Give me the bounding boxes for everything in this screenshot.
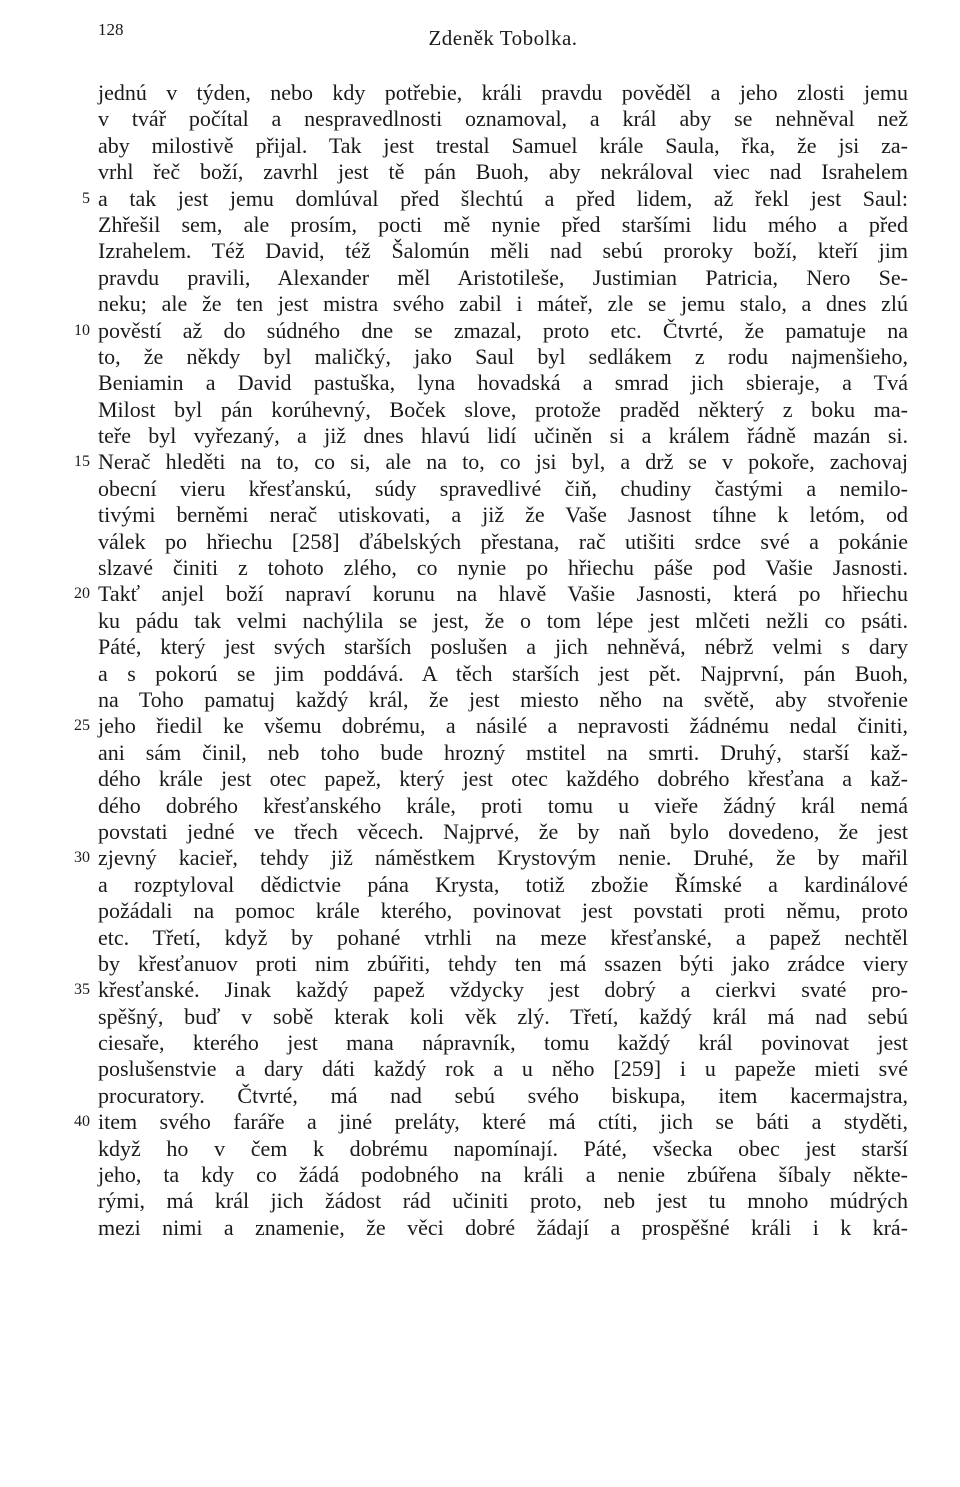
text-line: [98, 819, 908, 845]
line-text: procuratory. Čtvrté, má nad sebú svého biskupa, item kacermajstra,: [98, 1082, 908, 1108]
line-text: pověstí až do súdného dne se zmazal, proto etc. Čtvrté, že pamatuje na: [98, 317, 908, 343]
text-line: [98, 925, 908, 951]
text-line: [98, 397, 908, 423]
line-text: dého dobrého křesťanského krále, proti tomu u vieře žádný král nemá: [98, 792, 908, 818]
line-text: ciesaře, kterého jest mana nápravník, tomu každý král povinovat jest: [98, 1030, 908, 1056]
line-number: 10: [74, 321, 90, 339]
text-line: [98, 1030, 908, 1056]
text-line: [74, 713, 908, 739]
text-line: [98, 1083, 908, 1109]
line-text: slzavé činiti z tohoto zlého, co nynie po hřiechu páše pod Vašie Jasnosti.: [98, 555, 908, 581]
line-text: zjevný kacieř, tehdy již náměstkem Krystovým nenie. Druhé, že by mařil: [98, 845, 908, 871]
text-line: [98, 502, 908, 528]
text-line: [98, 423, 908, 449]
text-line: [74, 977, 908, 1003]
text-line: [98, 238, 908, 264]
text-line: [98, 212, 908, 238]
line-text: Beniamin a David pastuška, lyna hovadská a smrad jich sbieraje, a Tvá: [98, 370, 908, 396]
line-text: vrhl řeč boží, zavrhl jest tě pán Buoh, aby nekráloval viec nad Israhelem: [98, 159, 908, 185]
line-number: 5: [82, 189, 90, 207]
line-text: v tvář počítal a nespravedlnosti oznamoval, a král aby se nehněval než: [98, 106, 908, 132]
line-number: 20: [74, 585, 90, 603]
line-text: tivými berněmi nerač utiskovati, a již že Vaše Jasnost tíhne k letóm, od: [98, 502, 908, 528]
line-text: válek po hřiechu [258] ďábelských přestana, rač utišiti srdce své a pokánie: [98, 528, 908, 554]
text-line: [74, 845, 908, 871]
page-header: [98, 20, 908, 60]
text-line: [98, 898, 908, 924]
line-text: ku pádu tak velmi nachýlila se jest, že o tom lépe jest mlčeti nežli co psáti.: [98, 607, 908, 633]
text-line: [74, 581, 908, 607]
page-body-text: [74, 80, 908, 1241]
text-line: [98, 1056, 908, 1082]
text-line: [74, 317, 908, 344]
line-text: dého krále jest otec papež, který jest otec každého dobrého křesťana a kaž-: [98, 766, 908, 792]
line-text: teře byl vyřezaný, a již dnes hlavú lidí učiněn si a králem řádně mazán si.: [98, 423, 908, 449]
line-number: 25: [74, 717, 90, 735]
line-text: požádali na pomoc krále kterého, povinovat jest povstati proti němu, proto: [98, 898, 908, 924]
text-line: [98, 370, 908, 396]
text-line: [98, 344, 908, 370]
text-line: [98, 872, 908, 898]
line-text: Zhřešil sem, ale prosím, pocti mě nynie před staršími lidu mého a před: [98, 211, 908, 237]
line-number: 35: [74, 981, 90, 999]
line-text: a s pokorú se jim poddává. A těch starších jest pět. Najprvní, pán Buoh,: [98, 660, 908, 686]
text-line: [98, 740, 908, 766]
line-text: etc. Třetí, když by pohané vtrhli na meze křesťanské, a papež nechtěl: [98, 924, 908, 950]
running-head: Zdeněk Tobolka.: [428, 26, 578, 50]
line-text: poslušenstvie a dary dáti každý rok a u něho [259] i u papeže mieti své: [98, 1056, 908, 1082]
text-line: [98, 1004, 908, 1030]
text-line: [98, 608, 908, 634]
text-line: [98, 634, 908, 660]
line-text: rými, má král jich žádost rád učiniti proto, neb jest tu mnoho múdrých: [98, 1188, 908, 1214]
text-line: [98, 1215, 908, 1241]
line-text: Milost byl pán korúhevný, Boček slove, protože praděd některý z boku ma-: [98, 396, 908, 422]
text-line: [98, 133, 908, 159]
text-line: [98, 1188, 908, 1214]
text-line: [98, 793, 908, 819]
line-text: mezi nimi a znamenie, že věci dobré žádají a prospěšné králi i k krá-: [98, 1214, 908, 1240]
line-text: Páté, který jest svých starších poslušen a jich nehněvá, nébrž velmi s dary: [98, 634, 908, 660]
line-text: jeho řiedil ke všemu dobrému, a násilé a nepravosti žádnému nedal činiti,: [98, 713, 908, 739]
line-text: křesťanské. Jinak každý papež vždycky jest dobrý a cierkvi svaté pro-: [98, 977, 908, 1003]
text-line: [82, 185, 908, 212]
line-text: obecní vieru křesťanskú, súdy spravedlivé čiň, chudiny častými a nemilo-: [98, 475, 908, 501]
line-text: a rozptyloval dědictvie pána Krysta, totiž zbožie Římské a kardinálové: [98, 871, 908, 897]
line-text: neku; ale že ten jest mistra svého zabil i máteř, zle se jemu stalo, a dnes zlú: [98, 291, 908, 317]
text-line: [98, 476, 908, 502]
line-text: spěšný, buď v sobě kterak koli věk zlý. Třetí, každý král má nad sebú: [98, 1003, 908, 1029]
line-text: jeho, ta kdy co žádá podobného na králi a nenie zbúřena šíbaly někte-: [98, 1162, 908, 1188]
text-line: [98, 159, 908, 185]
text-line: [98, 80, 908, 106]
line-text: na Toho pamatuj každý král, že jest miesto něho na světě, aby stvořenie: [98, 686, 908, 712]
line-number: 15: [74, 453, 90, 471]
line-text: pravdu pravili, Alexander měl Aristotileše, Justimian Patricia, Nero Se-: [98, 264, 908, 290]
line-number: 40: [74, 1113, 90, 1131]
line-text: jednú v týden, nebo kdy potřebie, králi pravdu pověděl a jeho zlosti jemu: [98, 80, 908, 105]
line-text: když ho v čem k dobrému napomínají. Páté, všecka obec jest starší: [98, 1135, 908, 1161]
text-line: [74, 449, 908, 475]
line-number: 30: [74, 849, 90, 867]
page-number: 128: [98, 20, 124, 39]
line-text: aby milostivě přijal. Tak jest trestal Samuel krále Saula, řka, že jsi za-: [98, 132, 908, 158]
line-text: a tak jest jemu domlúval před šlechtú a před lidem, až řekl jest Saul:: [98, 185, 908, 211]
line-text: ani sám činil, neb toho bude hrozný mstitel na smrti. Druhý, starší kaž-: [98, 739, 908, 765]
line-text: item svého faráře a jiné preláty, které má ctíti, jich se báti a styděti,: [98, 1109, 908, 1135]
line-text: Izrahelem. Též David, též Šalomún měli nad sebú proroky boží, kteří jim: [98, 238, 908, 264]
text-line: [98, 951, 908, 977]
line-text: Takť anjel boží napraví korunu na hlavě Vašie Jasnosti, která po hřiechu: [98, 581, 908, 607]
text-line: [98, 1162, 908, 1188]
text-line: [98, 661, 908, 687]
text-line: [98, 529, 908, 555]
line-text: povstati jedné ve třech věcech. Najprvé, že by naň bylo dovedeno, že jest: [98, 818, 908, 844]
text-line: [74, 1109, 908, 1135]
text-line: [98, 291, 908, 317]
text-line: [98, 687, 908, 713]
text-line: [98, 106, 908, 132]
text-line: [98, 265, 908, 291]
line-text: to, že někdy byl maličký, jako Saul byl sedlákem z rodu najmenšieho,: [98, 343, 908, 369]
text-line: [98, 555, 908, 581]
text-line: [98, 1136, 908, 1162]
text-line: [98, 766, 908, 792]
line-text: Nerač hleděti na to, co si, ale na to, co jsi byl, a drž se v pokoře, zachovaj: [98, 449, 908, 475]
line-text: by křesťanuov proti nim zbúřiti, tehdy ten má ssazen býti jako zrádce viery: [98, 950, 908, 976]
